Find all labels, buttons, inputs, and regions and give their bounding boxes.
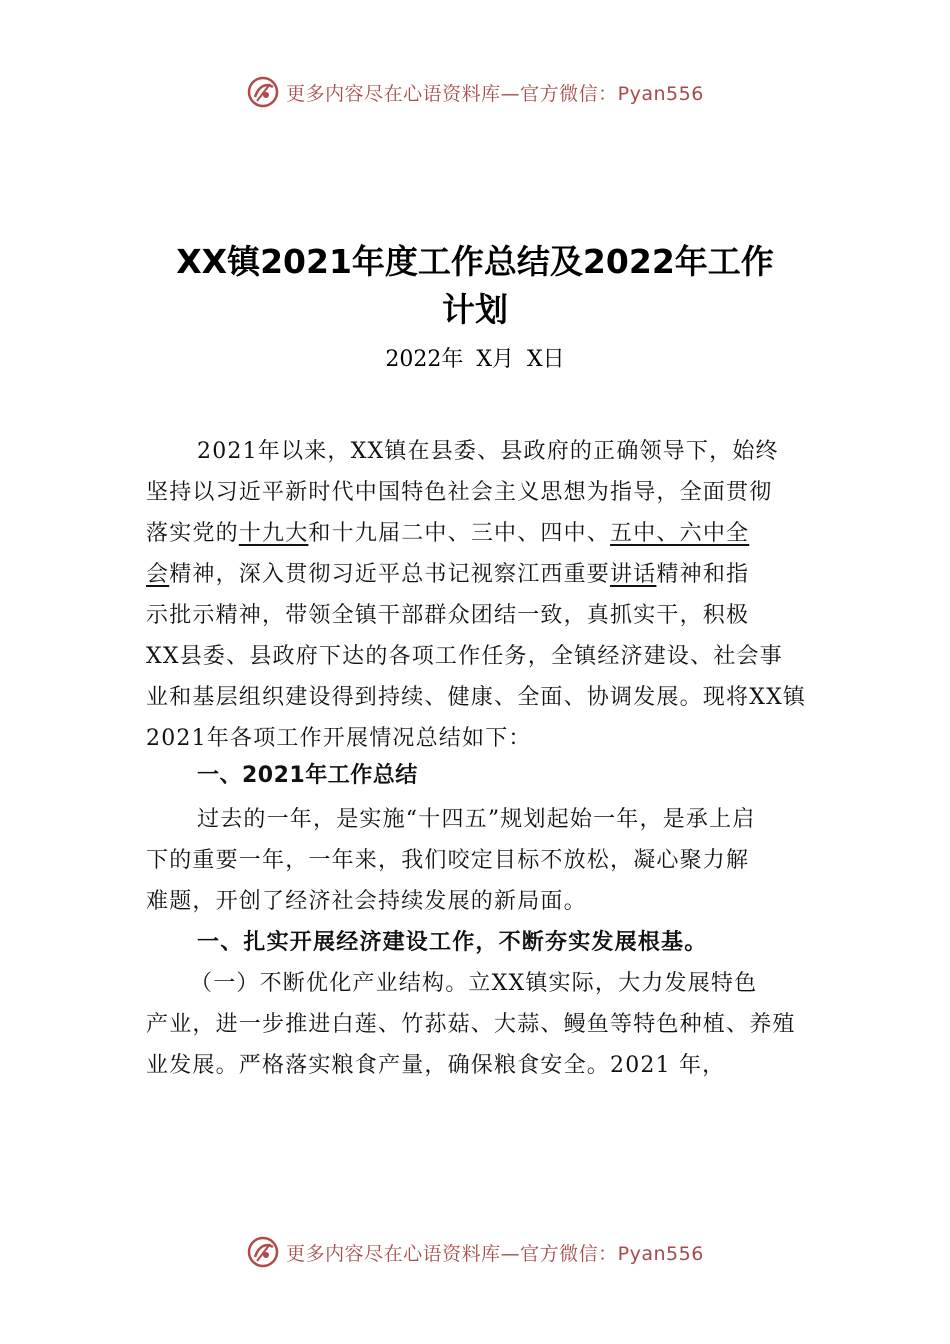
subsection-paragraph-line: （一）不断优化产业结构。立XX镇实际，大力发展特色 (190, 971, 758, 996)
header-watermark-banner (0, 70, 950, 114)
section-paragraph-line: 难题，开创了经济社会持续发展的新局面。 (146, 889, 587, 914)
text-span: 精神和指 (656, 562, 750, 587)
intro-line: XX县委、县政府下达的各项工作任务，全镇经济建设、社会事 (146, 644, 783, 669)
intro-line (146, 555, 826, 595)
text-span: 精神，深入贯彻习近平总书记视察江西重要 (169, 562, 611, 587)
section-heading: 一、2021年工作总结 (197, 763, 418, 788)
document-title-line1: XX镇2021年度工作总结及2022年工作 (176, 242, 774, 281)
watermark-logo-icon (246, 1235, 280, 1269)
document-date: 2022年 X月 X日 (385, 347, 565, 372)
intro-line: 2021年各项工作开展情况总结如下： (146, 726, 532, 751)
underlined-text: 讲话 (610, 562, 657, 587)
text-span: 和十九届二中、三中、四中、 (308, 521, 611, 546)
intro-line: 业和基层组织建设得到持续、健康、全面、协调发展。现将XX镇 (146, 685, 807, 710)
document-title-line2: 计划 (442, 290, 508, 329)
intro-line (146, 514, 826, 554)
intro-line: 坚持以习近平新时代中国特色社会主义思想为指导，全面贯彻 (146, 480, 773, 505)
intro-line: 2021年以来，XX镇在县委、县政府的正确领导下，始终 (197, 439, 779, 464)
subsection-heading: 一、扎实开展经济建设工作，不断夯实发展根基。 (197, 929, 708, 955)
subsection-paragraph-line: 产业，进一步推进白莲、竹荪菇、大蒜、鳗鱼等特色种植、养殖 (146, 1012, 796, 1037)
header-watermark-text: 更多内容尽在心语资料库—官方微信：Pyan556 (286, 82, 704, 105)
subsection-paragraph-line: 业发展。严格落实粮食产量，确保粮食安全。2021 年， (146, 1053, 726, 1078)
underlined-text: 十九大 (238, 521, 309, 546)
text-span: 落实党的 (146, 521, 239, 546)
underlined-text: 五中、六中全 (610, 521, 750, 546)
underlined-text: 会 (146, 562, 170, 587)
footer-watermark-banner (0, 1230, 950, 1274)
intro-line: 示批示精神，带领全镇干部群众团结一致，真抓实干，积极 (146, 603, 750, 628)
footer-watermark-text: 更多内容尽在心语资料库—官方微信：Pyan556 (286, 1242, 704, 1265)
section-paragraph-line: 过去的一年，是实施“十四五”规划起始一年，是承上启 (197, 807, 756, 832)
section-paragraph-line: 下的重要一年，一年来，我们咬定目标不放松，凝心聚力解 (146, 848, 750, 873)
watermark-logo-icon (246, 75, 280, 109)
